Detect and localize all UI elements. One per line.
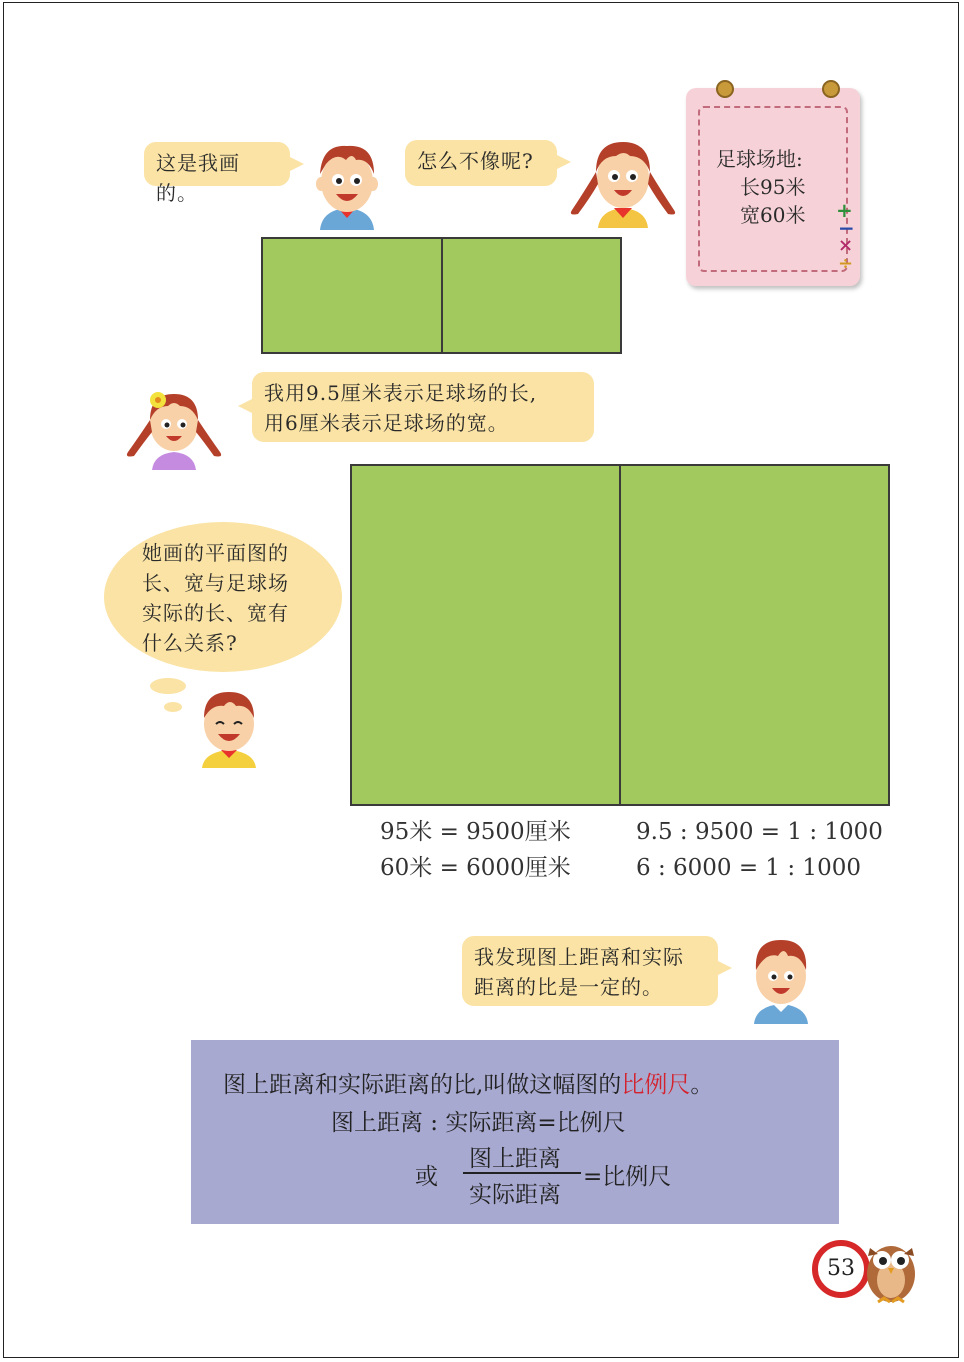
- boy-character-icon: [312, 138, 382, 230]
- boy-laughing-character-icon: [194, 686, 264, 768]
- pin-icon: [822, 80, 840, 98]
- pin-icon: [716, 80, 734, 98]
- girl-character-icon: [564, 132, 682, 228]
- field-drawing-small: [261, 237, 622, 354]
- conversion-width: 60米 = 6000厘米: [380, 855, 571, 881]
- fraction-bar: [463, 1172, 581, 1174]
- formula-or: 或: [415, 1164, 438, 1190]
- thought-dot: [164, 702, 182, 712]
- page-number: 53: [812, 1240, 870, 1298]
- definition-text: 图上距离和实际距离的比,叫做这幅图的: [223, 1072, 622, 1098]
- thought-text: 实际的长、宽有: [142, 601, 289, 625]
- conversion-length: 95米 = 9500厘米: [380, 819, 571, 845]
- speech-bubble-boy-bottom: [462, 936, 718, 1006]
- fraction-numerator: 图上距离: [469, 1146, 561, 1172]
- thought-bubble: [104, 522, 342, 672]
- definition-box: [191, 1040, 839, 1224]
- formula-ratio: 图上距离 : 实际距离=比例尺: [331, 1110, 626, 1136]
- speech-text: 用6厘米表示足球场的宽。: [264, 411, 509, 435]
- owl-icon: [856, 1226, 926, 1306]
- thought-text: 什么关系?: [142, 631, 238, 655]
- speech-bubble-girl-top: [405, 140, 557, 186]
- boy-character-icon: [746, 934, 816, 1024]
- info-card: [686, 88, 860, 286]
- thought-dot: [150, 678, 186, 694]
- speech-text: 距离的比是一定的。: [474, 975, 663, 999]
- girl-flower-character-icon: [122, 384, 226, 470]
- speech-text: 我用9.5厘米表示足球场的长,: [264, 381, 538, 405]
- divide-icon: ÷: [838, 253, 854, 274]
- speech-bubble-boy-top: [144, 142, 290, 205]
- speech-text: 怎么不像呢?: [417, 149, 534, 173]
- speech-text: 我发现图上距离和实际: [474, 945, 684, 969]
- term-scale: 比例尺: [621, 1072, 691, 1098]
- minus-icon: −: [838, 216, 855, 240]
- definition-line: [223, 1066, 713, 1099]
- card-length: 长95米: [740, 175, 806, 199]
- thought-text: 她画的平面图的: [142, 541, 289, 565]
- thought-text: 长、宽与足球场: [142, 571, 289, 595]
- card-title: 足球场地:: [716, 147, 803, 171]
- times-icon: ×: [838, 235, 854, 256]
- fraction-denominator: 实际距离: [469, 1182, 561, 1208]
- field-drawing-large: [350, 464, 890, 806]
- ratio-width: 6 : 6000 = 1 : 1000: [636, 855, 861, 881]
- ratio-length: 9.5 : 9500 = 1 : 1000: [636, 819, 883, 845]
- definition-punct: 。: [690, 1072, 714, 1098]
- speech-bubble-girl-flower: [252, 372, 594, 442]
- card-width: 宽60米: [740, 203, 806, 227]
- speech-text: 这是我画的。: [156, 151, 240, 205]
- plus-icon: +: [836, 198, 853, 222]
- formula-fraction-eq: =比例尺: [583, 1164, 672, 1190]
